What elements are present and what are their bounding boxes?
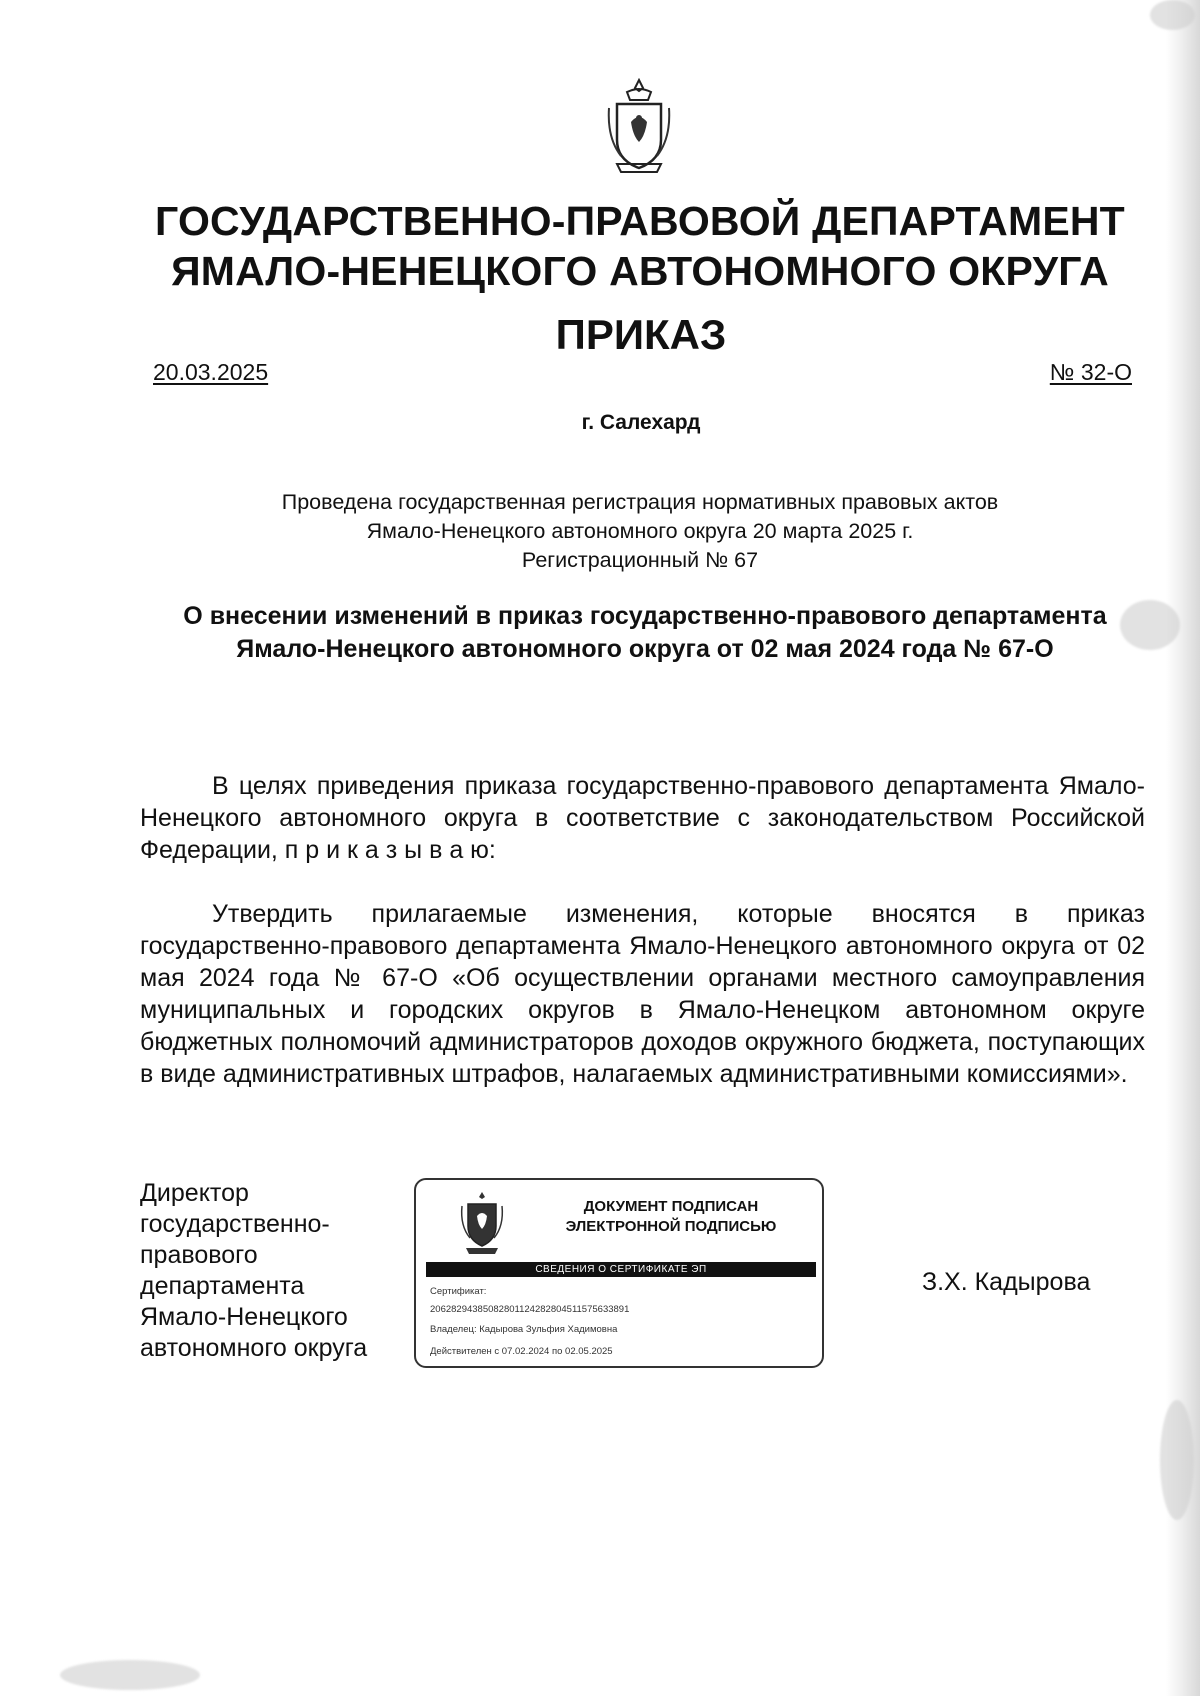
certificate-number: 20628294385082801124282804511575633891: [430, 1304, 630, 1315]
registration-note: [150, 488, 1130, 575]
registration-line-1: Проведена государственная регистрация нормативных правовых актов: [281, 490, 999, 514]
coat-of-arms-icon: [603, 78, 675, 178]
coat-of-arms-icon: [458, 1190, 506, 1256]
certificate-owner: Владелец: Кадырова Зульфия Хадимовна: [430, 1324, 618, 1335]
document-subject: О внесении изменений в приказ государственно-правового департамента Ямало-Ненецкого автономного округа от 02 мая 2024 года № 67-О: [183, 602, 1107, 663]
paragraph-order: Утвердить прилагаемые изменения, которые вносятся в приказ государственно-правового департамента Ямало-Ненецкого автономного округа от 02 мая 2024 года № 67-О «Об осуществлении органами местного самоуправления муниципальных и городских округов в Ямало-Ненецком автономном округе бюджетных полномочий администраторов доходов окружного бюджета, поступающих в виде административных штрафов, налагаемых административными комиссиями».: [140, 900, 1145, 1088]
electronic-signature-stamp: [414, 1178, 824, 1368]
signer-position: Директор государственно-правового департамента Ямало-Ненецкого автономного округа: [140, 1179, 368, 1362]
scan-artifact: [1160, 1400, 1194, 1520]
document-city: г. Салехард: [581, 411, 701, 434]
organization-line-2: ЯМАЛО-НЕНЕЦКОГО АВТОНОМНОГО ОКРУГА: [171, 248, 1109, 294]
registration-line-2: Ямало-Ненецкого автономного округа 20 марта 2025 г.: [366, 519, 914, 543]
document-type: ПРИКАЗ: [555, 311, 727, 358]
certificate-validity: Действителен с 07.02.2024 по 02.05.2025: [430, 1346, 613, 1357]
signer-name: З.Х. Кадырова: [922, 1268, 1091, 1296]
registration-line-3: Регистрационный № 67: [521, 548, 759, 572]
certificate-label: Сертификат:: [430, 1286, 487, 1297]
stamp-heading: [526, 1197, 816, 1237]
scan-artifact: [60, 1660, 200, 1690]
organization-line-1: ГОСУДАРСТВЕННО-ПРАВОВОЙ ДЕПАРТАМЕНТ: [155, 198, 1125, 244]
organization-title: [120, 196, 1160, 296]
stamp-heading-line-1: ДОКУМЕНТ ПОДПИСАН: [583, 1198, 759, 1215]
document-number: № 32-О: [1049, 359, 1132, 385]
stamp-heading-line-2: ЭЛЕКТРОННОЙ ПОДПИСЬЮ: [565, 1218, 777, 1235]
paragraph-preamble: В целях приведения приказа государственно-правового департамента Ямало-Ненецкого автономного округа в соответствие с законодательством Российской Федерации, п р и к а з ы в а ю:: [140, 772, 1145, 864]
scan-artifact: [1150, 0, 1195, 30]
certificate-info-bar: СВЕДЕНИЯ О СЕРТИФИКАТЕ ЭП: [426, 1262, 816, 1277]
document-date: 20.03.2025: [153, 359, 269, 385]
